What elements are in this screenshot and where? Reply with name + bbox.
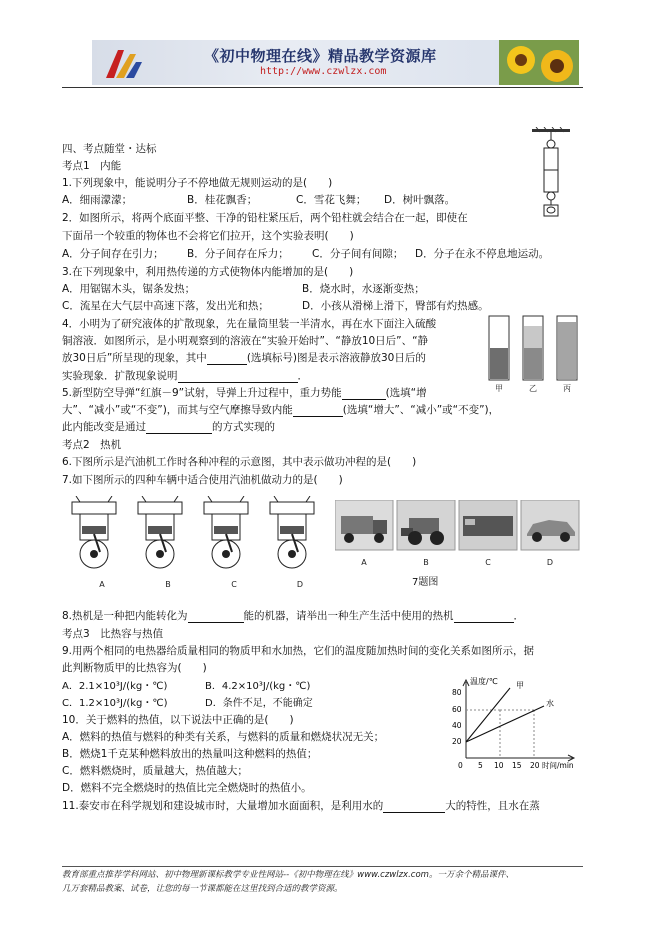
x-tick-15: 15 xyxy=(512,761,522,770)
question-9-line-2: 此判断物质甲的比热容为( ) xyxy=(62,662,207,674)
y-tick-60: 60 xyxy=(452,705,462,714)
question-10: 10．关于燃料的热值，以下说法中正确的是( ) xyxy=(62,714,294,726)
topic-heading-1: 考点1 内能 xyxy=(62,160,122,172)
vehicle-label-c: C xyxy=(485,558,491,567)
y-tick-80: 80 xyxy=(452,688,462,697)
section-title: 四、考点随堂・达标 xyxy=(62,143,157,155)
engine-stroke-diagrams xyxy=(64,496,328,576)
banner-url[interactable]: http://www.czwlzx.com xyxy=(260,66,387,77)
q1-option-c: C．雪花飞舞； xyxy=(296,194,367,206)
q2-option-c: C．分子间有间隙； xyxy=(312,248,404,260)
question-1: 1.下列现象中，能说明分子不停地做无规则运动的是( ) xyxy=(62,177,333,189)
question-2-line-2: 下面吊一个较重的物体也不会将它们拉开，这个实验表明( ) xyxy=(62,230,354,242)
question-8: 8.热机是一种把内能转化为 能的机器，请举出一种生产生活中使用的热机 ． xyxy=(62,610,525,622)
question-4-line-2: 铜溶液．如图所示，是小明观察到的溶液在“实验开始时”、“静放10日后”、“静 xyxy=(62,335,429,347)
lead-cylinder-figure xyxy=(528,127,574,223)
vehicle-label-a: A xyxy=(361,558,367,567)
question-7: 7.如下图所示的四种车辆中适合使用汽油机做动力的是( ) xyxy=(62,474,343,486)
sunflower-image xyxy=(499,40,579,85)
q1-option-a: A．细雨濛濛； xyxy=(62,194,133,206)
cylinder-label-bing: 丙 xyxy=(563,384,571,393)
q10-option-d: D．燃料不完全燃烧时的热值比完全燃烧时的热值小。 xyxy=(62,782,312,794)
y-tick-20: 20 xyxy=(452,737,462,746)
topic-heading-2: 考点2 热机 xyxy=(62,439,122,451)
q10-option-c: C．燃料燃烧时，质量越大，热值越大； xyxy=(62,765,248,777)
q10-option-b: B．燃烧1千克某种燃料放出的热量叫这种燃料的热值； xyxy=(62,748,318,760)
q9-option-b: B．4.2×10³J/(kg・℃) xyxy=(205,681,311,692)
temperature-time-graph xyxy=(448,676,584,772)
cylinder-label-yi: 乙 xyxy=(529,384,537,393)
engine-label-d: D xyxy=(296,580,304,589)
question-5-line-3: 此内能改变是通过 的方式实现的 xyxy=(62,421,275,433)
q4-answer-blank-1[interactable] xyxy=(207,353,247,365)
q3-option-c: C．流星在大气层中高速下落，发出光和热； xyxy=(62,300,269,312)
q3-option-b: B．烧水时，水逐渐变热； xyxy=(302,283,425,295)
question-4-line-4: 实验现象．扩散现象说明 ． xyxy=(62,370,308,382)
q9-option-a: A．2.1×10³J/(kg・℃) xyxy=(62,681,168,692)
footer-rule xyxy=(62,866,583,867)
vehicle-label-b: B xyxy=(423,558,429,567)
footer-line-1: 教育部重点推荐学科网站、初中物理新课标教学专业性网站--《初中物理在线》www.czwlzx.com。一万余个精品课件、 xyxy=(62,870,514,880)
series-label-jia: 甲 xyxy=(516,681,524,690)
series-line-jia xyxy=(466,688,510,742)
graph-y-label: 温度/℃ xyxy=(470,677,498,686)
question-11: 11.泰安市在科学规划和建设城市时，大量增加水面面积，是利用水的 大的特性，且水在蒸 xyxy=(62,800,540,812)
q9-option-d: D．条件不足，不能确定 xyxy=(205,698,313,709)
site-banner xyxy=(92,40,579,85)
banner-title: 《初中物理在线》精品教学资源库 xyxy=(204,47,437,65)
topic-heading-3: 考点3 比热容与热值 xyxy=(62,628,164,640)
question-4-line-3: 放30日后”所呈现的现象，其中 (选填标号)图是表示溶液静放30日后的 xyxy=(62,352,426,364)
graph-x-label: 时间/min xyxy=(542,761,574,770)
q2-option-a: A．分子间存在引力； xyxy=(62,248,164,260)
question-5-line-1: 5.新型防空导弹“红旗－9”试射，导弹上升过程中，重力势能 (选填“增 xyxy=(62,387,427,399)
q8-answer-blank-1[interactable] xyxy=(188,611,244,623)
x-tick-10: 10 xyxy=(494,761,504,770)
engine-label-c: C xyxy=(231,580,237,589)
vehicle-label-d: D xyxy=(546,558,554,567)
q5-answer-blank-1[interactable] xyxy=(342,388,386,400)
q3-option-a: A．用锯锯木头，锯条发热； xyxy=(62,283,196,295)
series-label-water: 水 xyxy=(546,699,554,708)
q2-option-d: D．分子在永不停息地运动。 xyxy=(415,248,550,260)
q1-option-b: B．桂花飘香； xyxy=(187,194,258,206)
site-logo-icon xyxy=(100,44,144,82)
q5-answer-blank-3[interactable] xyxy=(146,422,212,434)
cylinder-label-jia: 甲 xyxy=(495,384,503,393)
q1-option-d: D．树叶飘落。 xyxy=(384,194,456,206)
origin-tick: 0 xyxy=(458,761,463,770)
q11-answer-blank[interactable] xyxy=(383,801,445,813)
q9-option-c: C．1.2×10³J/(kg・℃) xyxy=(62,698,168,709)
q7-figure-caption: 7题图 xyxy=(412,577,439,588)
q2-option-b: B．分子间存在斥力； xyxy=(187,248,289,260)
y-tick-40: 40 xyxy=(452,721,462,730)
q5-answer-blank-2[interactable] xyxy=(293,405,343,417)
question-9-line-1: 9.用两个相同的电热器给质量相同的物质甲和水加热，它们的温度随加热时间的变化关系如图所示，据 xyxy=(62,645,535,657)
engine-label-b: B xyxy=(165,580,171,589)
question-5-line-2: 大”、“减小”或“不变”)，而其与空气摩擦导致内能 (选填“增大”、“减小”或“不变”)， xyxy=(62,404,500,416)
question-2-line-1: 2．如图所示，将两个底面平整、干净的铅柱紧压后，两个铅柱就会结合在一起，即使在 xyxy=(62,212,468,224)
q3-option-d: D．小孩从滑梯上滑下，臀部有灼热感。 xyxy=(302,300,489,312)
header-rule xyxy=(62,87,583,88)
question-4-line-1: 4．小明为了研究液体的扩散现象，先在量筒里装一半清水，再在水下面注入硫酸 xyxy=(62,318,437,330)
x-tick-20: 20 xyxy=(530,761,540,770)
q4-answer-blank-2[interactable] xyxy=(178,371,298,383)
footer-line-2: 几万套精品教案、试卷，让您的每一节课都能在这里找到合适的教学资源。 xyxy=(62,884,343,894)
series-line-water xyxy=(466,706,544,742)
vehicle-photos xyxy=(335,500,581,552)
engine-label-a: A xyxy=(99,580,105,589)
question-6: 6.下图所示是汽油机工作时各种冲程的示意图，其中表示做功冲程的是( ) xyxy=(62,456,417,468)
q10-option-a: A．燃料的热值与燃料的种类有关系，与燃料的质量和燃烧状况无关； xyxy=(62,731,385,743)
q8-answer-blank-2[interactable] xyxy=(454,611,514,623)
question-3: 3.在下列现象中，利用热传递的方式使物体内能增加的是( ) xyxy=(62,266,354,278)
x-tick-5: 5 xyxy=(478,761,483,770)
